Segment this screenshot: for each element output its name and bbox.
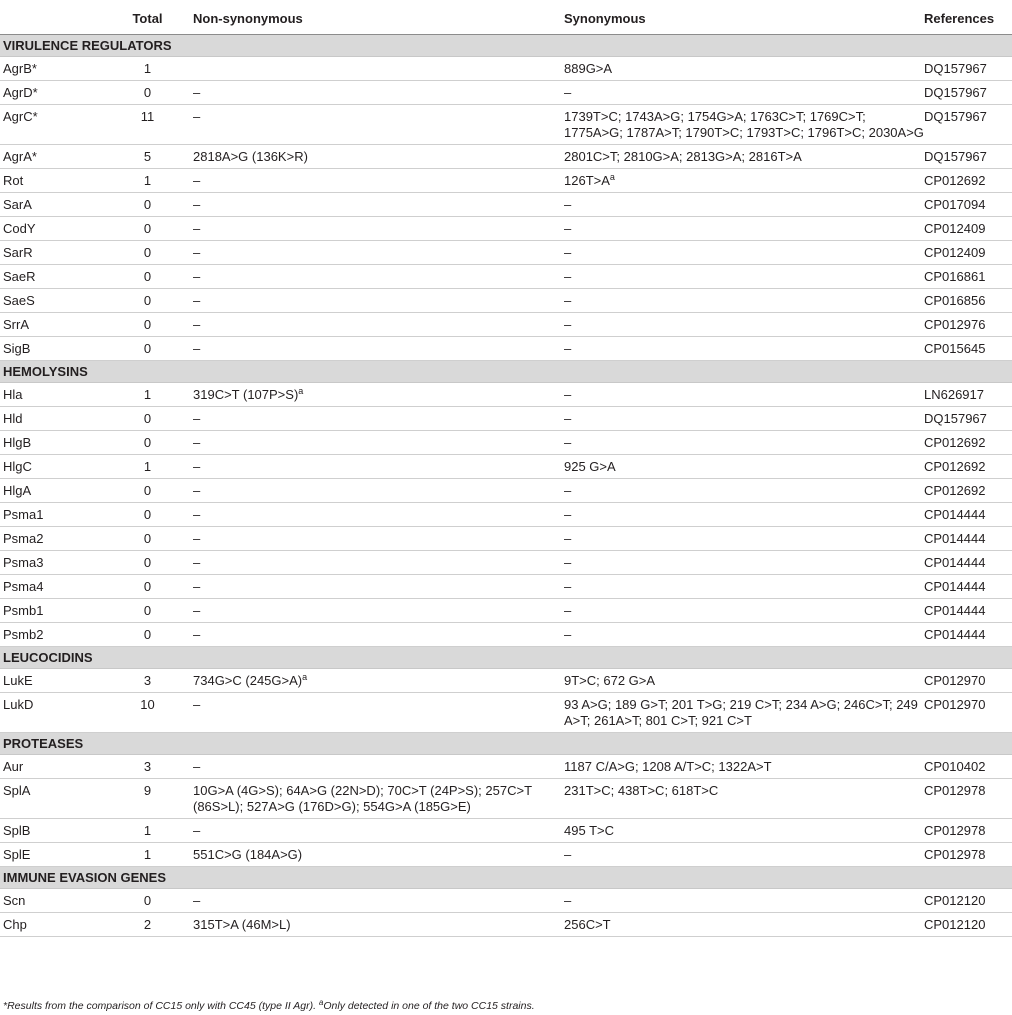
reference-cell: DQ157967 — [924, 104, 1012, 144]
footnote-text-2: Only detected in one of the two CC15 strains. — [323, 1000, 535, 1012]
nonsynonymous-text: – — [193, 530, 201, 546]
reference-cell: DQ157967 — [924, 406, 1012, 430]
section-header — [0, 646, 1012, 668]
synonymous-cell — [564, 104, 924, 144]
table-row — [0, 912, 1012, 936]
table-row — [0, 264, 1012, 288]
nonsynonymous-text: 315T>A (46M>L) — [193, 916, 291, 932]
synonymous-cell — [564, 842, 924, 866]
nonsynonymous-cell — [193, 430, 564, 454]
nonsynonymous-cell — [193, 842, 564, 866]
synonymous-text: – — [564, 530, 572, 546]
section-title: LEUCOCIDINS — [0, 646, 1012, 668]
footnote-marker: a — [609, 171, 615, 182]
gene-cell: LukD — [0, 692, 102, 732]
synonymous-text: 9T>C; 672 G>A — [564, 672, 656, 688]
synonymous-text: 925 G>A — [564, 458, 616, 474]
nonsynonymous-text: 10G>A (4G>S); 64A>G (22N>D); 70C>T (24P>S); 257C>T (86S>L); 527A>G (176D>G); 554G>A (185G>E) — [193, 782, 532, 814]
total-cell: 1 — [102, 454, 193, 478]
table-row — [0, 382, 1012, 406]
gene-cell: SplE — [0, 842, 102, 866]
nonsynonymous-text: – — [193, 268, 201, 284]
reference-cell: CP012970 — [924, 668, 1012, 692]
nonsynonymous-text: – — [193, 822, 201, 838]
gene-cell: CodY — [0, 216, 102, 240]
total-cell: 0 — [102, 574, 193, 598]
nonsynonymous-cell — [193, 574, 564, 598]
section-title: VIRULENCE REGULATORS — [0, 34, 1012, 56]
synonymous-text: – — [564, 292, 572, 308]
nonsynonymous-cell — [193, 478, 564, 502]
nonsynonymous-cell — [193, 144, 564, 168]
synonymous-text: – — [564, 578, 572, 594]
nonsynonymous-cell — [193, 240, 564, 264]
gene-cell: HlgA — [0, 478, 102, 502]
gene-cell: SarA — [0, 192, 102, 216]
synonymous-text: 495 T>C — [564, 822, 614, 838]
nonsynonymous-cell — [193, 754, 564, 778]
total-cell: 5 — [102, 144, 193, 168]
nonsynonymous-cell — [193, 56, 564, 80]
synonymous-text: – — [564, 602, 572, 618]
section-title: PROTEASES — [0, 732, 1012, 754]
table-row — [0, 478, 1012, 502]
synonymous-cell — [564, 550, 924, 574]
total-cell: 0 — [102, 478, 193, 502]
synonymous-text: 126T>A — [564, 172, 610, 188]
total-cell: 1 — [102, 842, 193, 866]
gene-cell: SrrA — [0, 312, 102, 336]
total-cell: 0 — [102, 240, 193, 264]
total-cell: 3 — [102, 754, 193, 778]
gene-cell: Rot — [0, 168, 102, 192]
total-cell: 0 — [102, 80, 193, 104]
synonymous-text: – — [564, 846, 572, 862]
nonsynonymous-text: – — [193, 696, 201, 712]
table-row — [0, 288, 1012, 312]
synonymous-cell — [564, 502, 924, 526]
reference-cell: CP012409 — [924, 240, 1012, 264]
nonsynonymous-cell — [193, 168, 564, 192]
nonsynonymous-text: 319C>T (107P>S) — [193, 386, 299, 402]
total-cell: 0 — [102, 622, 193, 646]
table-row — [0, 754, 1012, 778]
gene-cell: AgrC* — [0, 104, 102, 144]
synonymous-cell — [564, 778, 924, 818]
nonsynonymous-text: – — [193, 340, 201, 356]
gene-cell: SigB — [0, 336, 102, 360]
synonymous-text: – — [564, 244, 572, 260]
total-cell: 9 — [102, 778, 193, 818]
reference-cell: CP012409 — [924, 216, 1012, 240]
nonsynonymous-cell — [193, 502, 564, 526]
nonsynonymous-cell — [193, 912, 564, 936]
nonsynonymous-cell — [193, 80, 564, 104]
synonymous-text: – — [564, 482, 572, 498]
synonymous-cell — [564, 80, 924, 104]
gene-cell: Scn — [0, 888, 102, 912]
header-gene — [0, 0, 102, 34]
total-cell: 0 — [102, 336, 193, 360]
synonymous-cell — [564, 692, 924, 732]
total-cell: 0 — [102, 598, 193, 622]
reference-cell: CP015645 — [924, 336, 1012, 360]
synonymous-cell — [564, 478, 924, 502]
total-cell: 0 — [102, 264, 193, 288]
gene-cell: AgrD* — [0, 80, 102, 104]
reference-cell: DQ157967 — [924, 56, 1012, 80]
synonymous-cell — [564, 754, 924, 778]
nonsynonymous-cell — [193, 888, 564, 912]
reference-cell: CP014444 — [924, 526, 1012, 550]
synonymous-cell — [564, 622, 924, 646]
total-cell: 0 — [102, 502, 193, 526]
synonymous-cell — [564, 56, 924, 80]
nonsynonymous-text: – — [193, 220, 201, 236]
nonsynonymous-cell — [193, 288, 564, 312]
gene-cell: Psma4 — [0, 574, 102, 598]
gene-cell: AgrA* — [0, 144, 102, 168]
header-total: Total — [102, 0, 193, 34]
synonymous-text: 2801C>T; 2810G>A; 2813G>A; 2816T>A — [564, 148, 802, 164]
table-row — [0, 80, 1012, 104]
synonymous-cell — [564, 288, 924, 312]
section-header — [0, 34, 1012, 56]
table-row — [0, 692, 1012, 732]
table-row — [0, 550, 1012, 574]
nonsynonymous-text: – — [193, 410, 201, 426]
nonsynonymous-cell — [193, 104, 564, 144]
reference-cell: CP014444 — [924, 622, 1012, 646]
synonymous-text: – — [564, 316, 572, 332]
synonymous-text: – — [564, 554, 572, 570]
nonsynonymous-text: – — [193, 196, 201, 212]
table-row — [0, 312, 1012, 336]
synonymous-cell — [564, 430, 924, 454]
gene-cell: Chp — [0, 912, 102, 936]
reference-cell: CP012692 — [924, 454, 1012, 478]
footnote-marker: a — [298, 385, 304, 396]
section-title: IMMUNE EVASION GENES — [0, 866, 1012, 888]
synonymous-cell — [564, 406, 924, 430]
reference-cell: CP012978 — [924, 818, 1012, 842]
synonymous-text: – — [564, 386, 572, 402]
synonymous-cell — [564, 598, 924, 622]
table-row — [0, 574, 1012, 598]
reference-cell: CP016861 — [924, 264, 1012, 288]
section-header — [0, 732, 1012, 754]
nonsynonymous-text: 734G>C (245G>A) — [193, 672, 303, 688]
nonsynonymous-cell — [193, 312, 564, 336]
synonymous-text: – — [564, 626, 572, 642]
total-cell: 0 — [102, 526, 193, 550]
table-row — [0, 888, 1012, 912]
nonsynonymous-cell — [193, 216, 564, 240]
synonymous-text: – — [564, 340, 572, 356]
synonymous-cell — [564, 312, 924, 336]
nonsynonymous-cell — [193, 454, 564, 478]
nonsynonymous-text: – — [193, 892, 201, 908]
reference-cell: CP010402 — [924, 754, 1012, 778]
nonsynonymous-cell — [193, 526, 564, 550]
synonymous-cell — [564, 216, 924, 240]
table-row — [0, 216, 1012, 240]
header-references: References — [924, 0, 1012, 34]
synonymous-text: 256C>T — [564, 916, 611, 932]
nonsynonymous-cell — [193, 778, 564, 818]
reference-cell: CP012978 — [924, 778, 1012, 818]
synonymous-cell — [564, 574, 924, 598]
table-body — [0, 34, 1012, 936]
reference-cell: CP014444 — [924, 502, 1012, 526]
synonymous-text: – — [564, 410, 572, 426]
table-row — [0, 192, 1012, 216]
total-cell: 0 — [102, 550, 193, 574]
nonsynonymous-text: – — [193, 554, 201, 570]
synonymous-text: – — [564, 892, 572, 908]
synonymous-cell — [564, 382, 924, 406]
total-cell: 0 — [102, 312, 193, 336]
total-cell: 1 — [102, 56, 193, 80]
gene-cell: LukE — [0, 668, 102, 692]
synonymous-text: 93 A>G; 189 G>T; 201 T>G; 219 C>T; 234 A>G; 246C>T; 249 A>T; 261A>T; 801 C>T; 921 C>T — [564, 696, 918, 728]
synonymous-text: 889G>A — [564, 60, 613, 76]
nonsynonymous-cell — [193, 336, 564, 360]
total-cell: 1 — [102, 382, 193, 406]
table-row — [0, 406, 1012, 430]
table-row — [0, 526, 1012, 550]
nonsynonymous-cell — [193, 692, 564, 732]
table-row — [0, 842, 1012, 866]
nonsynonymous-text: 551C>G (184A>G) — [193, 846, 303, 862]
nonsynonymous-text: – — [193, 316, 201, 332]
synonymous-text: – — [564, 268, 572, 284]
gene-cell: AgrB* — [0, 56, 102, 80]
synonymous-text: – — [564, 434, 572, 450]
footnote-star: * — [3, 1000, 8, 1012]
synonymous-text: – — [564, 220, 572, 236]
gene-cell: Psma2 — [0, 526, 102, 550]
total-cell: 0 — [102, 430, 193, 454]
table-row — [0, 168, 1012, 192]
synonymous-text: 1187 C/A>G; 1208 A/T>C; 1322A>T — [564, 758, 772, 774]
total-cell: 0 — [102, 216, 193, 240]
gene-cell: Hld — [0, 406, 102, 430]
header-row — [0, 0, 1012, 34]
nonsynonymous-text: – — [193, 244, 201, 260]
nonsynonymous-cell — [193, 192, 564, 216]
nonsynonymous-text: – — [193, 292, 201, 308]
synonymous-text: 1739T>C; 1743A>G; 1754G>A; 1763C>T; 1769C>T; 1775A>G; 1787A>T; 1790T>C; 1793T>C; 1796T>C; 2030A>G — [564, 108, 924, 140]
reference-cell: DQ157967 — [924, 144, 1012, 168]
synonymous-text: – — [564, 506, 572, 522]
gene-cell: Psma1 — [0, 502, 102, 526]
table-row — [0, 240, 1012, 264]
reference-cell: CP012120 — [924, 888, 1012, 912]
section-header — [0, 360, 1012, 382]
nonsynonymous-cell — [193, 622, 564, 646]
nonsynonymous-cell — [193, 668, 564, 692]
nonsynonymous-cell — [193, 818, 564, 842]
nonsynonymous-text: – — [193, 84, 201, 100]
nonsynonymous-text: – — [193, 108, 201, 124]
total-cell: 0 — [102, 406, 193, 430]
synonymous-cell — [564, 912, 924, 936]
table-row — [0, 454, 1012, 478]
gene-cell: HlgB — [0, 430, 102, 454]
gene-cell: Psmb2 — [0, 622, 102, 646]
gene-cell: Aur — [0, 754, 102, 778]
table-row — [0, 818, 1012, 842]
table-row — [0, 144, 1012, 168]
nonsynonymous-text: – — [193, 458, 201, 474]
total-cell: 0 — [102, 288, 193, 312]
nonsynonymous-cell — [193, 382, 564, 406]
gene-cell: SarR — [0, 240, 102, 264]
table-row — [0, 430, 1012, 454]
reference-cell: LN626917 — [924, 382, 1012, 406]
nonsynonymous-cell — [193, 598, 564, 622]
synonymous-text: 231T>C; 438T>C; 618T>C — [564, 782, 719, 798]
synonymous-cell — [564, 818, 924, 842]
gene-cell: SaeR — [0, 264, 102, 288]
reference-cell: CP014444 — [924, 598, 1012, 622]
nonsynonymous-cell — [193, 550, 564, 574]
reference-cell: CP017094 — [924, 192, 1012, 216]
synonymous-cell — [564, 888, 924, 912]
total-cell: 0 — [102, 192, 193, 216]
reference-cell: CP012978 — [924, 842, 1012, 866]
synonymous-cell — [564, 264, 924, 288]
nonsynonymous-text: – — [193, 602, 201, 618]
reference-cell: CP014444 — [924, 574, 1012, 598]
table-row — [0, 598, 1012, 622]
synonymous-cell — [564, 668, 924, 692]
reference-cell: CP016856 — [924, 288, 1012, 312]
table-row — [0, 668, 1012, 692]
synonymous-cell — [564, 240, 924, 264]
synonymous-cell — [564, 526, 924, 550]
nonsynonymous-text: – — [193, 482, 201, 498]
footnote — [3, 1000, 1008, 1012]
table-row — [0, 502, 1012, 526]
gene-cell: SplA — [0, 778, 102, 818]
table-row — [0, 336, 1012, 360]
nonsynonymous-cell — [193, 406, 564, 430]
total-cell: 2 — [102, 912, 193, 936]
table-row — [0, 56, 1012, 80]
synonymous-cell — [564, 168, 924, 192]
nonsynonymous-cell — [193, 264, 564, 288]
header-nonsynonymous: Non-synonymous — [193, 0, 564, 34]
synonymous-text: – — [564, 196, 572, 212]
section-title: HEMOLYSINS — [0, 360, 1012, 382]
total-cell: 1 — [102, 818, 193, 842]
reference-cell: CP012692 — [924, 168, 1012, 192]
reference-cell: CP012976 — [924, 312, 1012, 336]
table-row — [0, 778, 1012, 818]
nonsynonymous-text: – — [193, 758, 201, 774]
footnote-marker: a — [302, 671, 308, 682]
nonsynonymous-text: – — [193, 506, 201, 522]
gene-cell: SaeS — [0, 288, 102, 312]
reference-cell: DQ157967 — [924, 80, 1012, 104]
reference-cell: CP012692 — [924, 478, 1012, 502]
reference-cell: CP014444 — [924, 550, 1012, 574]
synonymous-cell — [564, 336, 924, 360]
gene-cell: Hla — [0, 382, 102, 406]
synonymous-cell — [564, 144, 924, 168]
nonsynonymous-text: – — [193, 626, 201, 642]
total-cell: 0 — [102, 888, 193, 912]
footnote-text-1: Results from the comparison of CC15 only with CC45 (type II Agr). — [7, 1000, 319, 1012]
section-header — [0, 866, 1012, 888]
nonsynonymous-text: – — [193, 578, 201, 594]
nonsynonymous-text: – — [193, 172, 201, 188]
table-row — [0, 104, 1012, 144]
header-synonymous: Synonymous — [564, 0, 924, 34]
reference-cell: CP012120 — [924, 912, 1012, 936]
total-cell: 1 — [102, 168, 193, 192]
reference-cell: CP012692 — [924, 430, 1012, 454]
gene-cell: Psmb1 — [0, 598, 102, 622]
footnote-sup: a — [318, 998, 324, 1007]
reference-cell: CP012970 — [924, 692, 1012, 732]
synonymous-cell — [564, 454, 924, 478]
synonymous-text: – — [564, 84, 572, 100]
nonsynonymous-text: – — [193, 434, 201, 450]
synonymous-cell — [564, 192, 924, 216]
gene-cell: Psma3 — [0, 550, 102, 574]
nonsynonymous-text: 2818A>G (136K>R) — [193, 148, 308, 164]
gene-cell: SplB — [0, 818, 102, 842]
total-cell: 3 — [102, 668, 193, 692]
table-row — [0, 622, 1012, 646]
total-cell: 10 — [102, 692, 193, 732]
gene-cell: HlgC — [0, 454, 102, 478]
total-cell: 11 — [102, 104, 193, 144]
